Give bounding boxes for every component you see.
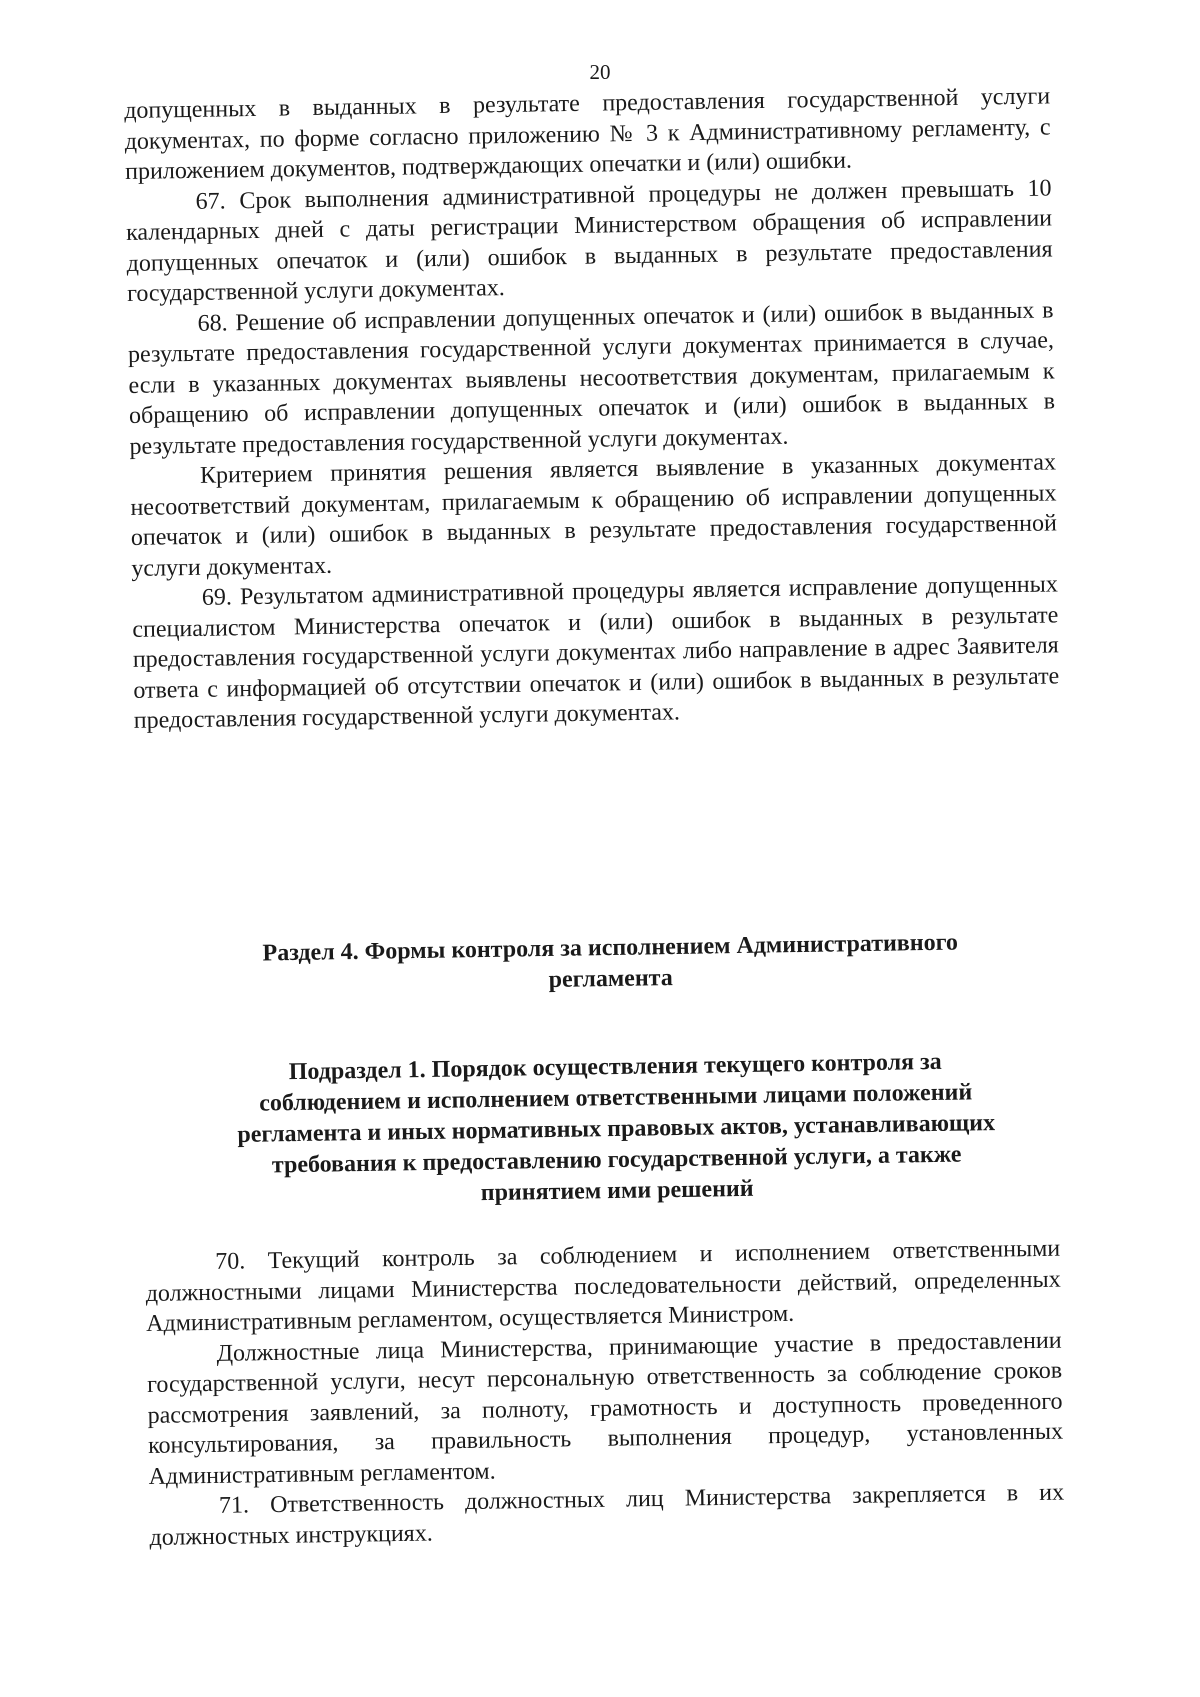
subsection-heading-line: принятием ими решений	[480, 1175, 754, 1207]
subsection-heading-line: регламента и иных нормативных правовых актов, устанавливающих	[237, 1110, 996, 1148]
paragraph-69: 69. Результатом административной процедуры является исправление допущенных специалистом Министерства опечаток и (или) ошибок в выданных в результате предоставления государственной услуги документах либо направление в адрес Заявителя ответа с информацией об отсутствии опечаток и (или) ошибок в выданных в результате предоставления государственной услуги документах.	[132, 571, 1060, 734]
paragraph-responsibility: Должностные лица Министерства, принимающие участие в предоставлении государственной услуги, несут персональную ответственность за соблюдение сроков рассмотрения заявлений, за полноту, грамотность и доступность проведенного консультирования, за правильность выполнения процедур, установленных Административным регламентом.	[146, 1327, 1064, 1490]
subsection-heading-line: требования к предоставлению государственной услуги, а также	[271, 1141, 962, 1179]
bottom-text-block	[145, 1234, 1065, 1553]
section-heading-line: Раздел 4. Формы контроля за исполнением Административного	[262, 929, 959, 967]
paragraph-68: 68. Решение об исправлении допущенных опечаток и (или) ошибок в выданных в результате предоставления государственной услуги документах принимается в случае, если в указанных документах выявлены несоответствия документам, прилагаемым к обращению об исправлении допущенных опечаток и (или) ошибок в выданных в результате предоставления государственной услуги документах.	[127, 296, 1056, 460]
subsection-heading-line: соблюдением и исполнением ответственными лицами положений	[259, 1079, 973, 1117]
subsection-heading-line: Подраздел 1. Порядок осуществления текущего контроля за	[288, 1048, 942, 1086]
paragraph-continuation: допущенных в выданных в результате предоставления государственной услуги документах, по форме согласно приложению № 3 к Административному регламенту, с приложением документов, подтверждающих опечатки и (или) ошибки.	[124, 83, 1051, 185]
page-number: 20	[589, 60, 611, 84]
paragraph-70: 70. Текущий контроль за соблюдением и исполнением ответственными должностными лицами Министерства последовательности действий, определенных Административным регламентом, осуществляется Министром.	[145, 1235, 1061, 1337]
section-heading-line: регламента	[548, 965, 673, 993]
subsection-heading	[175, 1045, 1057, 1214]
paragraph-67: 67. Срок выполнения административной процедуры не должен превышать 10 календарных дней с даты регистрации Министерством обращения об исправлении допущенных опечаток и (или) ошибок в выданных в результате предоставления государственной услуги документах.	[125, 174, 1053, 307]
paragraph-criterion: Критерием принятия решения является выявление в указанных документах несоответствий документам, прилагаемым к обращению об исправлении допущенных опечаток и (или) ошибок в выданных в результате предоставления государственной услуги документах.	[130, 449, 1058, 582]
top-text-block	[124, 81, 1060, 736]
section-heading	[200, 927, 1021, 1002]
paragraph-71: 71. Ответственность должностных лиц Министерства закрепляется в их должностных инструкциях.	[149, 1479, 1065, 1551]
